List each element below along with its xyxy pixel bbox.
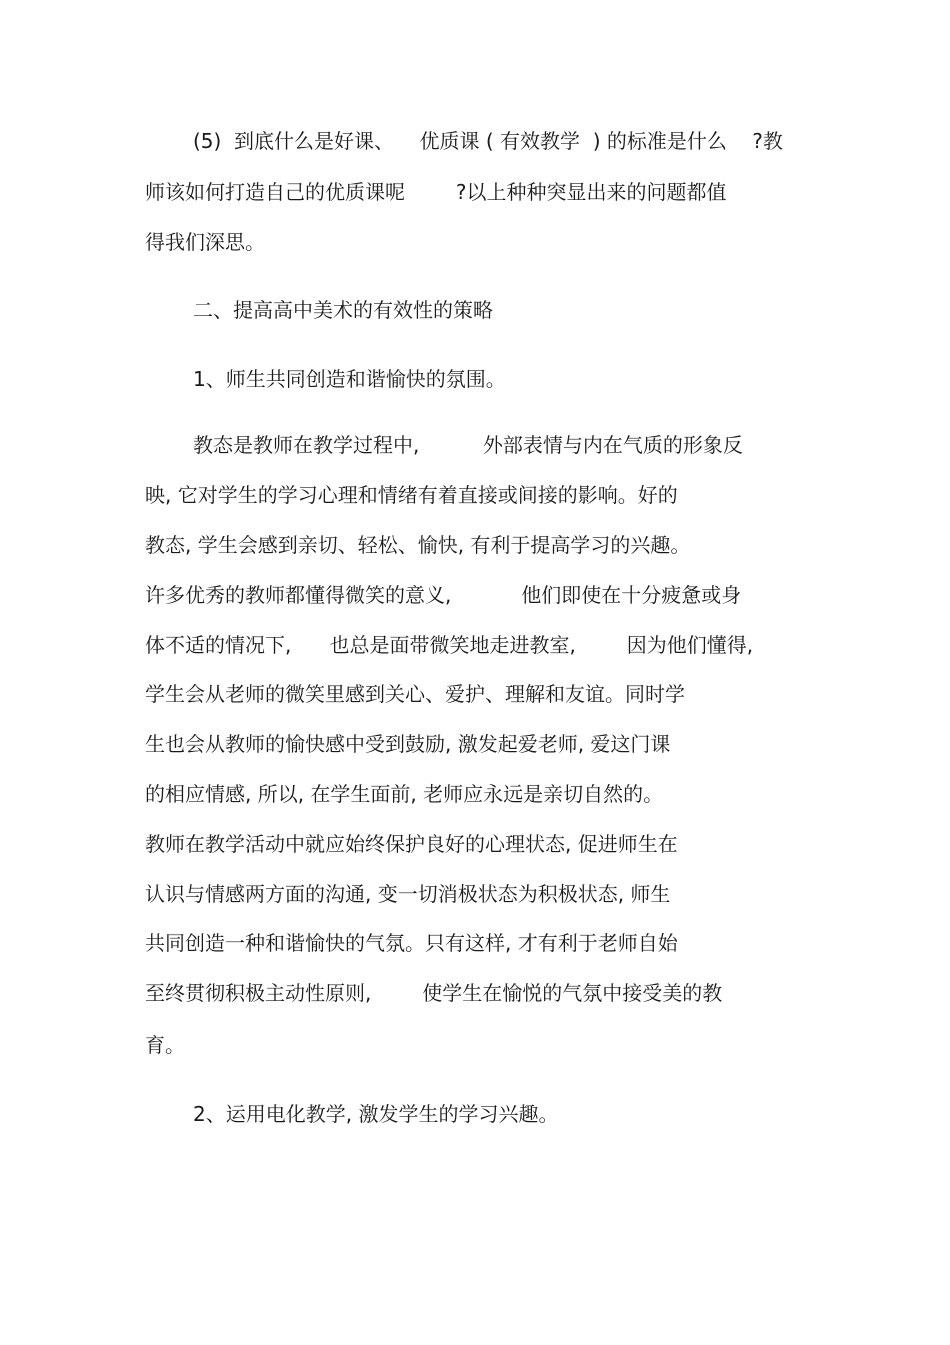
body-line-3: 教态, 学生会感到亲切、轻松、愉快, 有利于提高学习的兴趣。 [145,533,691,557]
body-line-12: 至终贯彻积极主动性原则, 使学生在愉悦的气氛中接受美的教 [145,981,723,1005]
body-line-6: 学生会从老师的微笑里感到关心、爱护、理解和友谊。同时学 [145,682,685,706]
body-line-2: 映, 它对学生的学习心理和情绪有着直接或间接的影响。好的 [145,483,678,507]
paragraph-5-line-1: (5) 到底什么是好课、 优质课 ( 有效教学 ) 的标准是什么 ?教 [193,129,783,153]
paragraph-5-line-2: 师该如何打造自己的优质课呢 ?以上种种突显出来的问题都值 [145,180,727,204]
body-line-8: 的相应情感, 所以, 在学生面前, 老师应永远是亲切自然的。 [145,782,664,806]
body-line-13: 育。 [145,1033,185,1057]
subheading-1: 1、师生共同创造和谐愉快的氛围。 [193,367,506,391]
subheading-2: 2、运用电化教学, 激发学生的学习兴趣。 [193,1102,559,1126]
paragraph-5-line-3: 得我们深思。 [145,230,265,254]
body-line-7: 生也会从教师的愉快感中受到鼓励, 激发起爱老师, 爱这门课 [145,732,671,756]
body-line-9: 教师在教学活动中就应始终保护良好的心理状态, 促进师生在 [145,832,678,856]
body-line-10: 认识与情感两方面的沟通, 变一切消极状态为积极状态, 师生 [145,882,671,906]
body-line-4: 许多优秀的教师都懂得微笑的意义, 他们即使在十分疲惫或身 [145,583,742,607]
body-line-1: 教态是教师在教学过程中, 外部表情与内在气质的形象反 [193,433,743,457]
body-line-11: 共同创造一种和谐愉快的气氛。只有这样, 才有利于老师自始 [145,931,678,955]
section-heading-2: 二、提高高中美术的有效性的策略 [193,298,493,322]
body-line-5: 体不适的情况下, 也总是面带微笑地走进教室, 因为他们懂得, [145,633,754,657]
